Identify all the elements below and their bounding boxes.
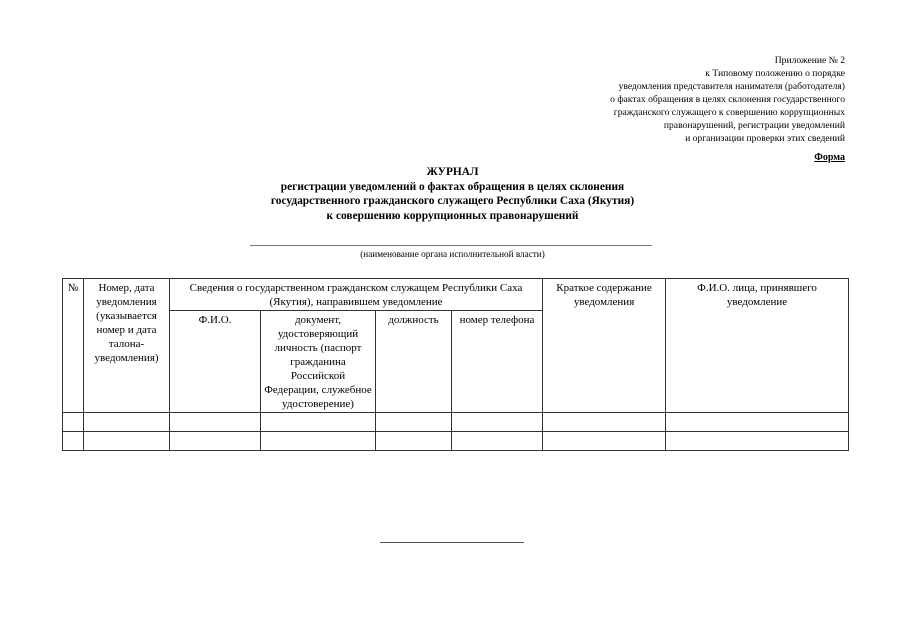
title-line: ЖУРНАЛ bbox=[426, 166, 479, 178]
table-cell[interactable] bbox=[376, 432, 452, 451]
table-cell[interactable] bbox=[666, 432, 849, 451]
header-receiver: Ф.И.О. лица, принявшего уведомление bbox=[666, 279, 849, 413]
signature-line[interactable] bbox=[380, 542, 524, 543]
header-num: № bbox=[63, 279, 84, 413]
organ-name-line[interactable] bbox=[250, 245, 652, 246]
table-cell[interactable] bbox=[63, 413, 84, 432]
header-row bbox=[63, 279, 849, 311]
table-cell[interactable] bbox=[376, 413, 452, 432]
annex-line: правонарушений, регистрации уведомлений bbox=[663, 120, 845, 131]
table-row bbox=[63, 413, 849, 432]
table-cell[interactable] bbox=[63, 432, 84, 451]
table-cell[interactable] bbox=[543, 432, 666, 451]
journal-title bbox=[0, 165, 905, 223]
subheader-fio: Ф.И.О. bbox=[170, 311, 261, 413]
annex-line: Приложение № 2 bbox=[774, 55, 845, 66]
subheader-phone: номер телефона bbox=[452, 311, 543, 413]
table-cell[interactable] bbox=[666, 413, 849, 432]
header-servant-info: Сведения о государственном гражданском служащем Республики Саха (Якутия), направившем уведомление bbox=[170, 279, 543, 311]
table-cell[interactable] bbox=[84, 432, 170, 451]
subheader-document: документ, удостоверяющий личность (паспорт гражданина Российской Федерации, служебное удостоверение) bbox=[261, 311, 376, 413]
header-number-date: Номер, дата уведомления (указывается номер и дата талона-уведомления) bbox=[84, 279, 170, 413]
table-cell[interactable] bbox=[452, 413, 543, 432]
table-cell[interactable] bbox=[543, 413, 666, 432]
table-cell[interactable] bbox=[452, 432, 543, 451]
subheader-position: должность bbox=[376, 311, 452, 413]
table-cell[interactable] bbox=[170, 413, 261, 432]
table-cell[interactable] bbox=[261, 413, 376, 432]
annex-line: о фактах обращения в целях склонения государственного bbox=[610, 94, 845, 105]
annex-line: и организации проверки этих сведений bbox=[685, 133, 845, 144]
header-summary: Краткое содержание уведомления bbox=[543, 279, 666, 413]
table-cell[interactable] bbox=[84, 413, 170, 432]
journal-table bbox=[62, 278, 849, 451]
annex-line: гражданского служащего к совершению коррупционных bbox=[613, 107, 845, 118]
form-label: Форма bbox=[814, 152, 845, 163]
table-cell[interactable] bbox=[261, 432, 376, 451]
annex-line: уведомления представителя нанимателя (работодателя) bbox=[618, 81, 845, 92]
title-line: к совершению коррупционных правонарушений bbox=[326, 209, 579, 222]
table-row bbox=[63, 432, 849, 451]
annex-line: к Типовому положению о порядке bbox=[705, 68, 845, 79]
organ-caption: (наименование органа исполнительной власти) bbox=[360, 249, 545, 259]
annex-block bbox=[610, 54, 845, 145]
title-line: регистрации уведомлений о фактах обращения в целях склонения bbox=[280, 180, 625, 193]
title-line: государственного гражданского служащего Республики Саха (Якутия) bbox=[270, 195, 635, 207]
table-cell[interactable] bbox=[170, 432, 261, 451]
